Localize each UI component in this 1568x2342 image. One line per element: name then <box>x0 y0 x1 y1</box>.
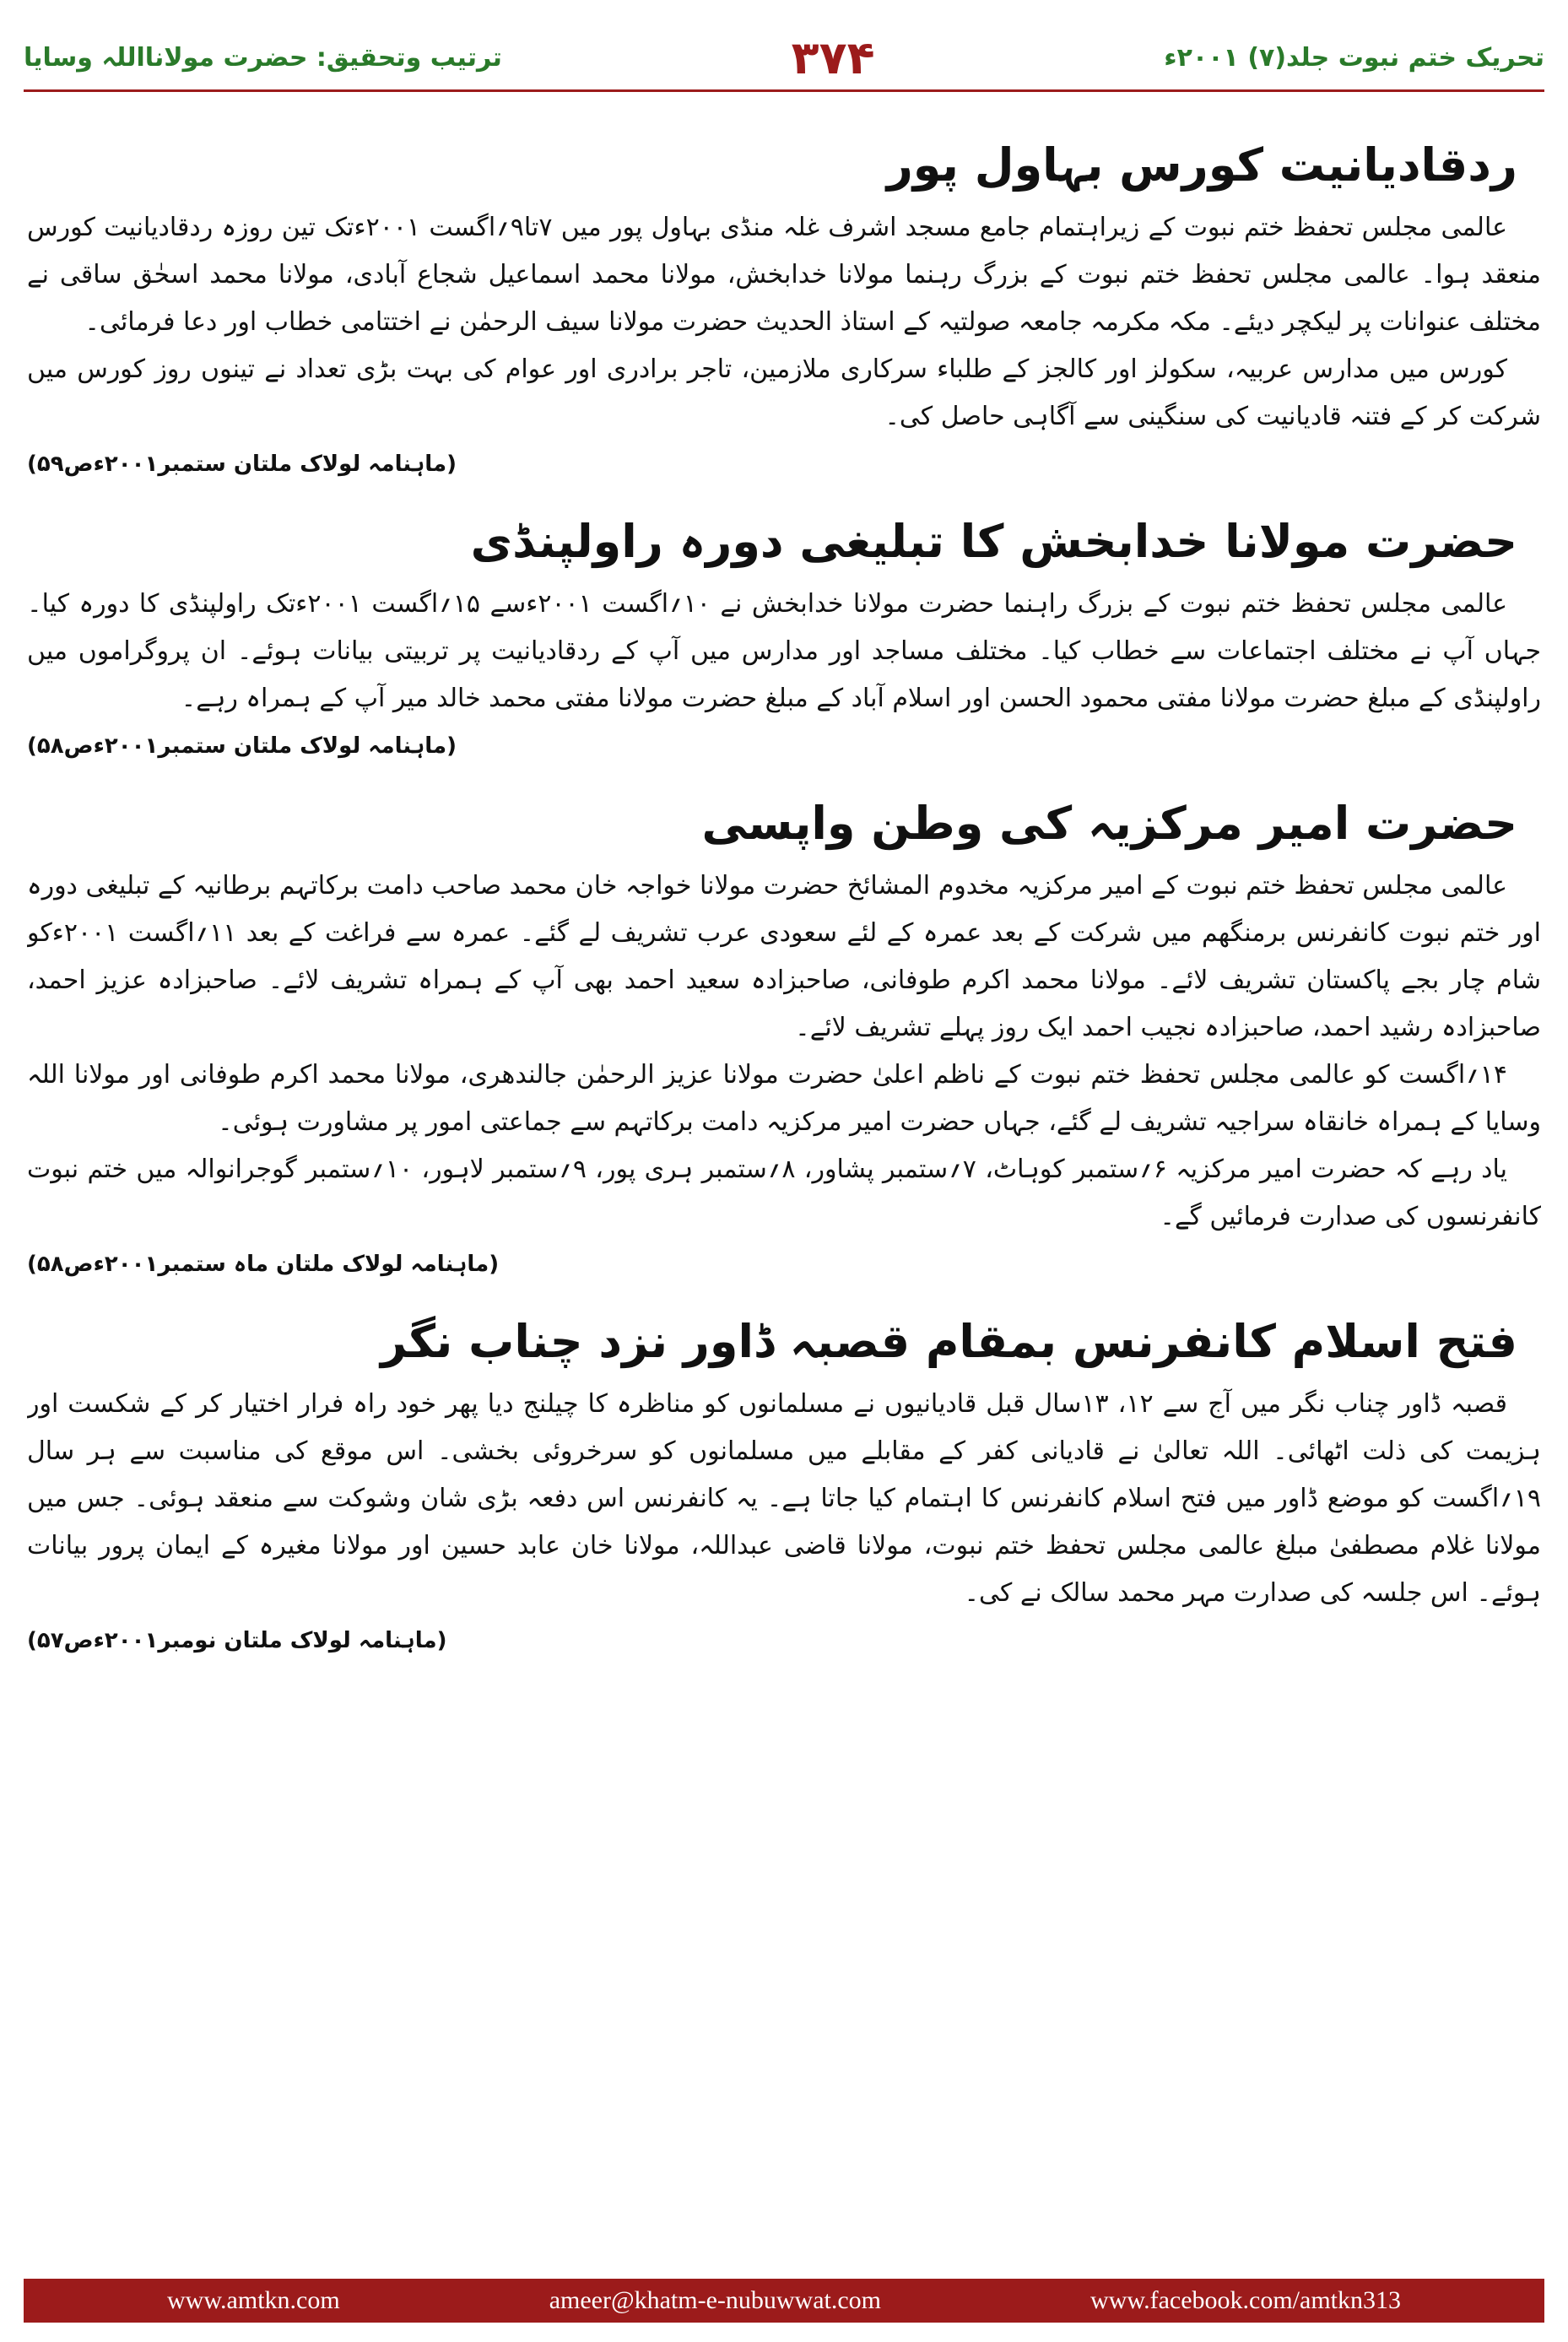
section-rawalpindi-tour <box>27 503 1541 770</box>
section-fatah-islam-conference <box>27 1303 1541 1664</box>
paragraph: عالمی مجلس تحفظ ختم نبوت کے امیر مرکزیہ مخدوم المشائخ حضرت مولانا خواجہ خان محمد صاحب دامت برکاتہم برطانیہ کے تبلیغی دورہ اور ختم نبوت کانفرنس برمنگھم میں شرکت کے بعد عمرہ کے لئے سعودی عرب تشریف لے گئے۔ عمرہ سے فراغت کے بعد ۱۱؍اگست ۲۰۰۱ءکو شام چار بجے پاکستان تشریف لائے۔ مولانا محمد اکرم طوفانی، صاحبزادہ سعید احمد بھی آپ کے ہمراہ تشریف لائے۔ صاحبزادہ عزیز احمد، صاحبزادہ رشید احمد، صاحبزادہ نجیب احمد ایک روز پہلے تشریف لائے۔ <box>27 871 1541 1042</box>
paragraph: قصبہ ڈاور چناب نگر میں آج سے ۱۲، ۱۳سال قبل قادیانیوں نے مسلمانوں کو مناظرہ کا چیلنج دیا پھر خود راہ فرار اختیار کر کے شکست اور ہزیمت کی ذلت اٹھائی۔ اللہ تعالیٰ نے قادیانی کفر کے مقابلے میں مسلمانوں کو سرخروئی بخشی۔ اس موقع کی مناسبت سے ہر سال ۱۹؍اگست کو موضع ڈاور میں فتح اسلام کانفرنس کا اہتمام کیا جاتا ہے۔ یہ کانفرنس اس دفعہ بڑی شان وشوکت سے منعقد ہوئی۔ جس میں مولانا غلام مصطفیٰ مبلغ عالمی مجلس تحفظ ختم نبوت، مولانا قاضی عبداللہ، مولانا خان عابد حسین اور مولانا مغیرہ کے ایمان پرور بیانات ہوئے۔ اس جلسہ کی صدارت مہر محمد سالک نے کی۔ <box>27 1389 1541 1608</box>
source-citation: (ماہنامہ لولاک ملتان نومبر۲۰۰۱ءص۵۷) <box>27 1628 447 1653</box>
page-footer <box>24 2279 1544 2323</box>
section-heading: حضرت مولانا خدابخش کا تبلیغی دورہ راولپنڈی <box>470 515 1517 568</box>
paragraph: عالمی مجلس تحفظ ختم نبوت کے زیراہتمام جامع مسجد اشرف غلہ منڈی بہاول پور میں ۷تا۹؍اگست ۲۰۰۱ءتک تین روزہ ردقادیانیت کورس منعقد ہوا۔ عالمی مجلس تحفظ ختم نبوت کے بزرگ رہنما مولانا خدابخش، مولانا محمد اسماعیل شجاع آبادی، مولانا محمد اسحٰق ساقی نے مختلف عنوانات پر لیکچر دیئے۔ مکہ مکرمہ جامعہ صولتیہ کے استاذ الحدیث حضرت مولانا سیف الرحمٰن نے اختتامی خطاب اور دعا فرمائی۔ <box>27 213 1541 337</box>
website-link[interactable]: www.amtkn.com <box>167 2286 340 2314</box>
section-bahawalpur-course <box>27 127 1541 488</box>
source-citation: (ماہنامہ لولاک ملتان ستمبر۲۰۰۱ءص۵۸) <box>27 733 457 759</box>
page-header <box>24 25 1544 92</box>
section-heading: حضرت امیر مرکزیہ کی وطن واپسی <box>701 797 1517 850</box>
series-title: تحریک ختم نبوت جلد(۷) ۲۰۰۱ء <box>1164 42 1544 73</box>
section-heading: ردقادیانیت کورس بہاول پور <box>886 138 1517 192</box>
paragraph: یاد رہے کہ حضرت امیر مرکزیہ ۶؍ستمبر کوہاٹ، ۷؍ستمبر پشاور، ۸؍ستمبر ہری پور، ۹؍ستمبر لاہور، ۱۰؍ستمبر گوجرانوالہ میں ختم نبوت کانفرنسوں کی صدارت فرمائیں گے۔ <box>27 1155 1541 1231</box>
section-amir-return <box>27 785 1541 1288</box>
paragraph: کورس میں مدارس عربیہ، سکولز اور کالجز کے طلباء سرکاری ملازمین، تاجر برادری اور عوام کی بہت بڑی تعداد نے تینوں روز کورس میں شرکت کر کے فتنہ قادیانیت کی سنگینی سے آگاہی حاصل کی۔ <box>27 354 1541 431</box>
facebook-link[interactable]: www.facebook.com/amtkn313 <box>1090 2286 1401 2314</box>
section-heading: فتح اسلام کانفرنس بمقام قصبہ ڈاور نزد چناب نگر <box>381 1315 1517 1368</box>
source-citation: (ماہنامہ لولاک ملتان ستمبر۲۰۰۱ءص۵۹) <box>27 452 457 477</box>
page-number: ۳۷۴ <box>791 30 875 84</box>
paragraph: عالمی مجلس تحفظ ختم نبوت کے بزرگ راہنما حضرت مولانا خدابخش نے ۱۰؍اگست ۲۰۰۱ءسے ۱۵؍اگست ۲۰۰۱ءتک راولپنڈی کا دورہ کیا۔ جہاں آپ نے مختلف اجتماعات سے خطاب کیا۔ مختلف مساجد اور مدارس میں آپ کے ردقادیانیت پر تربیتی بیانات ہوئے۔ ان پروگراموں میں راولپنڈی کے مبلغ حضرت مولانا مفتی محمود الحسن اور اسلام آباد کے مبلغ حضرت مولانا مفتی محمد خالد میر آپ کے ہمراہ رہے۔ <box>27 589 1541 713</box>
page-content <box>27 127 1541 2203</box>
paragraph: ۱۴؍اگست کو عالمی مجلس تحفظ ختم نبوت کے ناظم اعلیٰ حضرت مولانا عزیز الرحمٰن جالندھری، مولانا محمد اکرم طوفانی اور مولانا اللہ وسایا کے ہمراہ خانقاہ سراجیہ تشریف لے گئے، جہاں حضرت امیر مرکزیہ دامت برکاتہم سے جماعتی امور پر مشاورت ہوئی۔ <box>27 1060 1541 1137</box>
email-link[interactable]: ameer@khatm-e-nubuwwat.com <box>549 2286 882 2314</box>
source-citation: (ماہنامہ لولاک ملتان ماہ ستمبر۲۰۰۱ءص۵۸) <box>27 1252 500 1277</box>
compiler-credit: ترتیب وتحقیق: حضرت مولانااللہ وسایا <box>24 42 502 73</box>
